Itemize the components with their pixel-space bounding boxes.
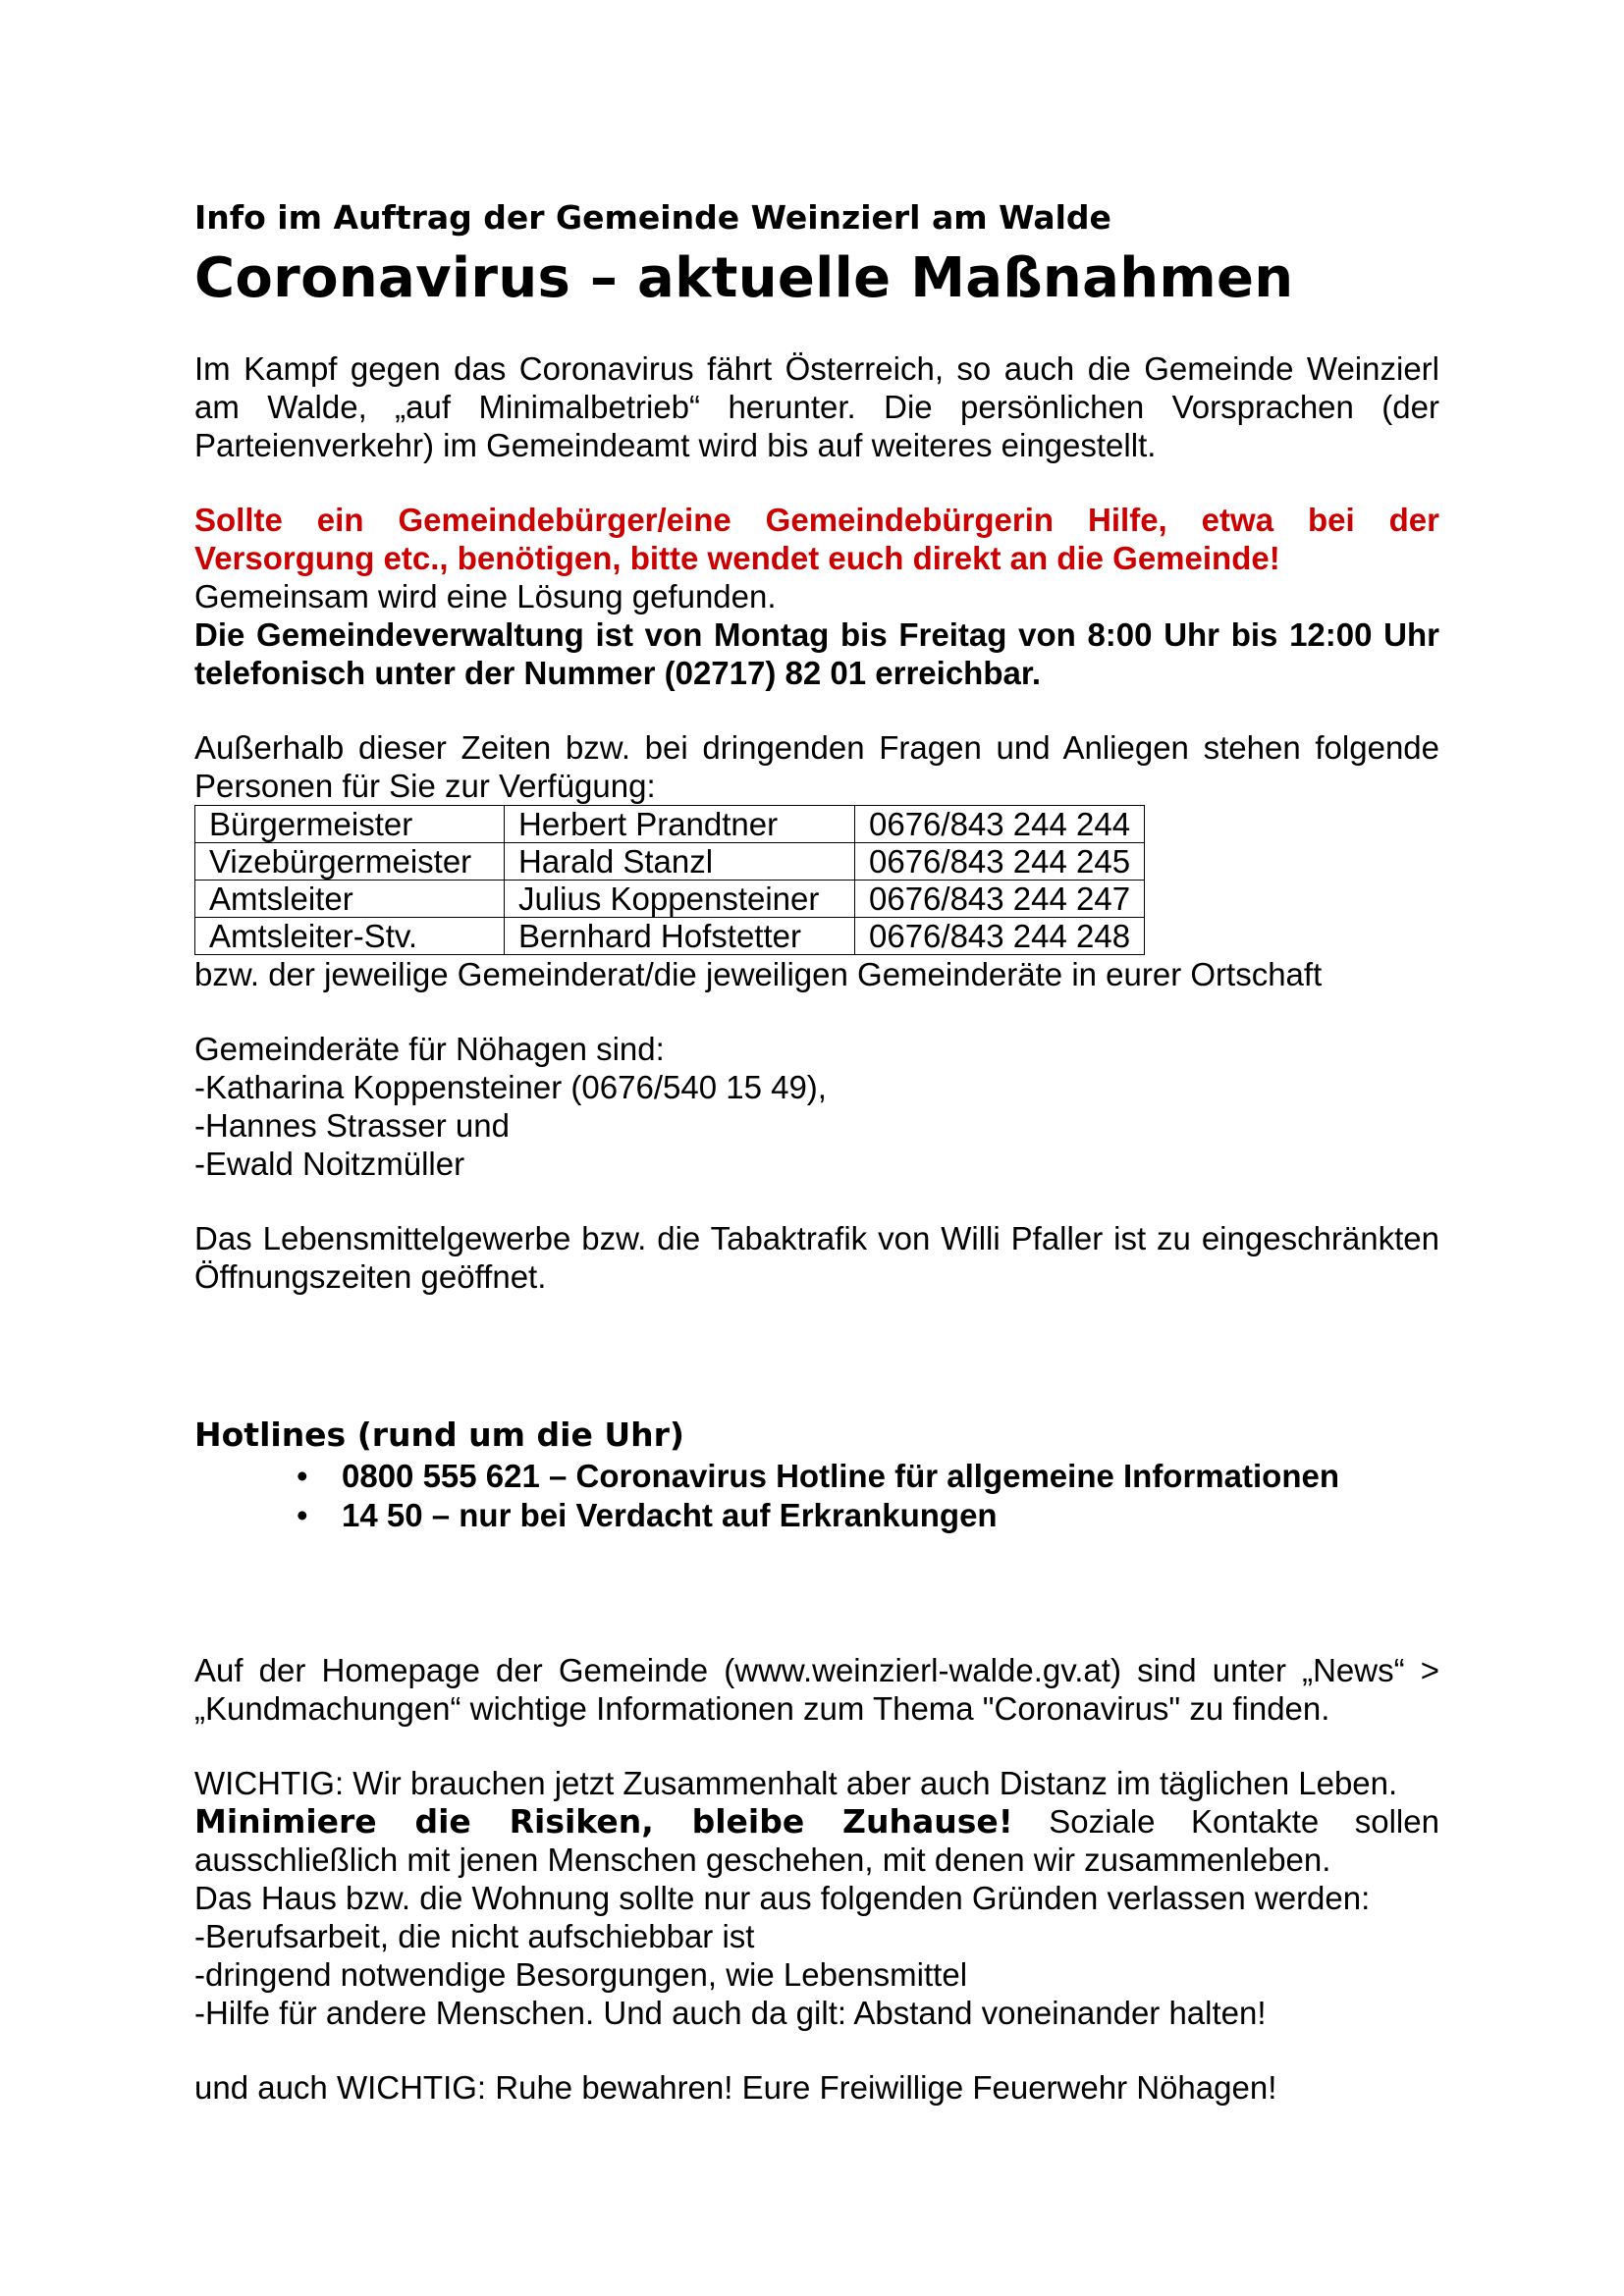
bullet-icon: • [297,1497,308,1533]
list-item: -Katharina Koppensteiner (0676/540 15 49), [194,1069,827,1105]
list-item: -Berufsarbeit, die nicht aufschiebbar ist [194,1918,755,1954]
list-item: -Hannes Strasser und [194,1107,510,1144]
councillors-heading: Gemeinderäte für Nöhagen sind: [194,1031,665,1067]
help-notice: Sollte ein Gemeindebürger/eine Gemeindebürgerin Hilfe, etwa bei der Versorgung etc., benötigen, bitte wendet euch direkt an die Gemeinde! [194,502,1439,576]
contacts-table [194,805,1145,955]
contact-phone: 0676/843 244 244 [855,806,1145,843]
leave-intro: Das Haus bzw. die Wohnung sollte nur aus folgenden Gründen verlassen werden: [194,1880,1371,1916]
contact-role: Bürgermeister [195,806,505,843]
contact-phone: 0676/843 244 245 [855,843,1145,881]
important-line: WICHTIG: Wir brauchen jetzt Zusammenhalt aber auch Distanz im täglichen Leben. [194,1765,1398,1801]
table-row [195,881,1145,918]
document-kicker: Info im Auftrag der Gemeinde Weinzierl am Walde [194,198,1111,237]
slogan: Minimiere die Risiken, bleibe Zuhause! [194,1802,1013,1841]
closing-line: und auch WICHTIG: Ruhe bewahren! Eure Freiwillige Feuerwehr Nöhagen! [194,2069,1277,2106]
hotline-text: 0800 555 621 – Coronavirus Hotline für allgemeine Informationen [342,1458,1339,1494]
hotlines-heading: Hotlines (rund um die Uhr) [194,1415,684,1454]
hotline-list [194,1457,1439,1535]
contacts-outro: bzw. der jeweilige Gemeinderat/die jeweiligen Gemeinderäte in eurer Ortschaft [194,956,1323,992]
office-hours: Die Gemeindeverwaltung ist von Montag bis Freitag von 8:00 Uhr bis 12:00 Uhr telefonisch unter der Nummer (02717) 82 01 erreichbar. [194,616,1439,691]
list-item: -Ewald Noitzmüller [194,1146,465,1182]
list-item: -Hilfe für andere Menschen. Und auch da gilt: Abstand voneinander halten! [194,1995,1267,2031]
document-body [194,194,1439,2107]
table-row [195,806,1145,843]
contact-role: Vizebürgermeister [195,843,505,881]
shop-notice: Das Lebensmittelgewerbe bzw. die Tabaktrafik von Willi Pfaller ist zu eingeschränkten Öffnungszeiten geöffnet. [194,1220,1439,1295]
table-row [195,843,1145,881]
contact-name: Bernhard Hofstetter [505,918,855,955]
help-solution: Gemeinsam wird eine Lösung gefunden. [194,578,777,614]
contact-phone: 0676/843 244 247 [855,881,1145,918]
contact-name: Herbert Prandtner [505,806,855,843]
bullet-icon: • [297,1458,308,1494]
social-contacts-text: Soziale Kontakte sollen ausschließlich mit jenen Menschen geschehen, mit denen wir zusammenleben. [194,1803,1439,1878]
contact-role: Amtsleiter-Stv. [195,918,505,955]
contact-role: Amtsleiter [195,881,505,918]
slogan-paragraph [194,1802,1439,1879]
intro-paragraph: Im Kampf gegen das Coronavirus fährt Österreich, so auch die Gemeinde Weinzierl am Walde, „auf Minimalbetrieb“ herunter. Die persönlichen Vorsprachen (der Parteienverkehr) im Gemeindeamt wird bis auf weiteres eingestellt. [194,350,1439,463]
hotline-item [297,1457,1439,1496]
hotline-item [297,1496,1439,1535]
contact-phone: 0676/843 244 248 [855,918,1145,955]
list-item: -dringend notwendige Besorgungen, wie Lebensmittel [194,1956,968,1993]
contact-name: Julius Koppensteiner [505,881,855,918]
contact-name: Harald Stanzl [505,843,855,881]
table-row [195,918,1145,955]
document-title: Coronavirus – aktuelle Maßnahmen [194,246,1294,310]
contacts-intro: Außerhalb dieser Zeiten bzw. bei dringenden Fragen und Anliegen stehen folgende Personen für Sie zur Verfügung: [194,729,1439,804]
hotline-text: 14 50 – nur bei Verdacht auf Erkrankungen [342,1497,998,1533]
homepage-notice: Auf der Homepage der Gemeinde (www.weinzierl-walde.gv.at) sind unter „News“ > „Kundmachungen“ wichtige Informationen zum Thema "Coronavirus" zu finden. [194,1652,1439,1727]
